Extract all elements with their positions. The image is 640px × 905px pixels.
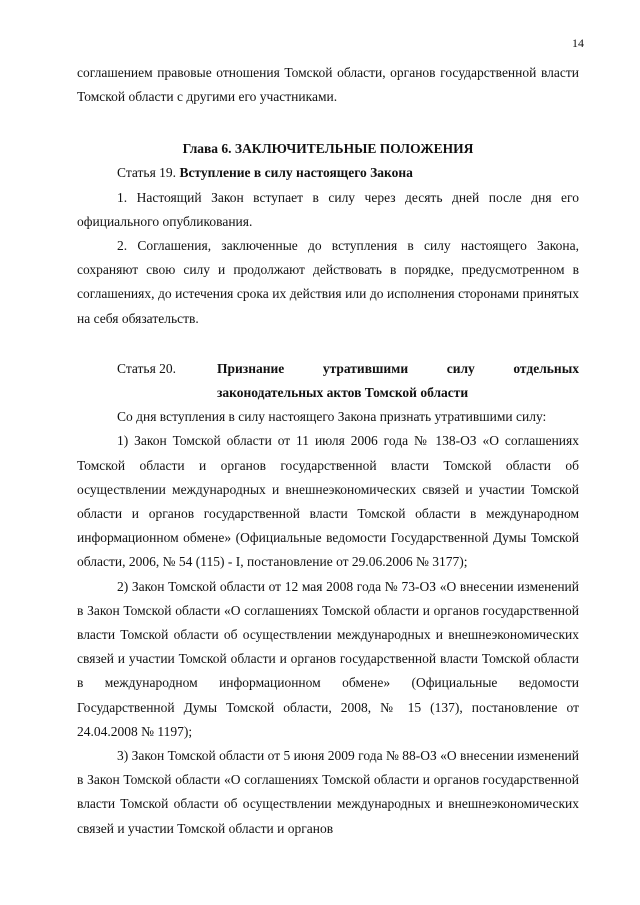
article-19-heading	[77, 161, 579, 185]
article-20-item-3: 3) Закон Томской области от 5 июня 2009 года № 88-ОЗ «О внесении изменений в Закон Томской области «О соглашениях Томской области и органов государственной власти Томской области об осуществлении международных и внешнеэкономических связей и участии Томской области и органов	[77, 748, 579, 836]
article-20-heading	[77, 357, 579, 405]
section-gap	[77, 331, 579, 357]
page-number: 14	[572, 36, 584, 50]
article-19-title: Вступление в силу настоящего Закона	[179, 165, 413, 181]
article-20-intro: Со дня вступления в силу настоящего Закона признать утратившими силу:	[117, 409, 547, 425]
article-20-title: Признание утратившими силу отдельных законодательных актов Томской области	[217, 360, 579, 401]
article-19-item-1: 1. Настоящий Закон вступает в силу через десять дней после дня его официального опубликования.	[77, 189, 579, 229]
article-20-item-2: 2) Закон Томской области от 12 мая 2008 года № 73-ОЗ «О внесении изменений в Закон Томской области «О соглашениях Томской области и органов государственной власти Томской области об осуществлении международных и внешнеэкономических связей и участии Томской области и органов государственной власти Томской области в международном информационном обмене» (Официальные ведомости Государственной Думы Томской области, 2008, № 15 (137), постановление от 24.04.2008 № 1197);	[77, 578, 579, 739]
chapter-title: Глава 6. ЗАКЛЮЧИТЕЛЬНЫЕ ПОЛОЖЕНИЯ	[182, 141, 474, 157]
article-19-label: Статья 19.	[117, 165, 177, 181]
article-20-label: Статья 20.	[117, 360, 177, 376]
article-19-item-2: 2. Соглашения, заключенные до вступления в силу настоящего Закона, сохраняют свою силу и продолжают действовать в порядке, предусмотренном в соглашениях, до истечения срока их действия или до исполнения сторонами принятых на себя обязательств.	[77, 238, 579, 326]
paragraph-continuation: соглашением правовые отношения Томской области, органов государственной власти Томской области с другими его участниками.	[77, 65, 579, 105]
document-body	[77, 61, 579, 841]
article-20-item-1: 1) Закон Томской области от 11 июля 2006 года № 138-ОЗ «О соглашениях Томской области и органов государственной власти Томской области об осуществлении международных и внешнеэкономических связей и участии Томской области и органов государственной власти Томской области в международном информационном обмене» (Официальные ведомости Государственной Думы Томской области, 2006, № 54 (115) - I, постановление от 29.06.2006 № 3177);	[77, 433, 579, 570]
